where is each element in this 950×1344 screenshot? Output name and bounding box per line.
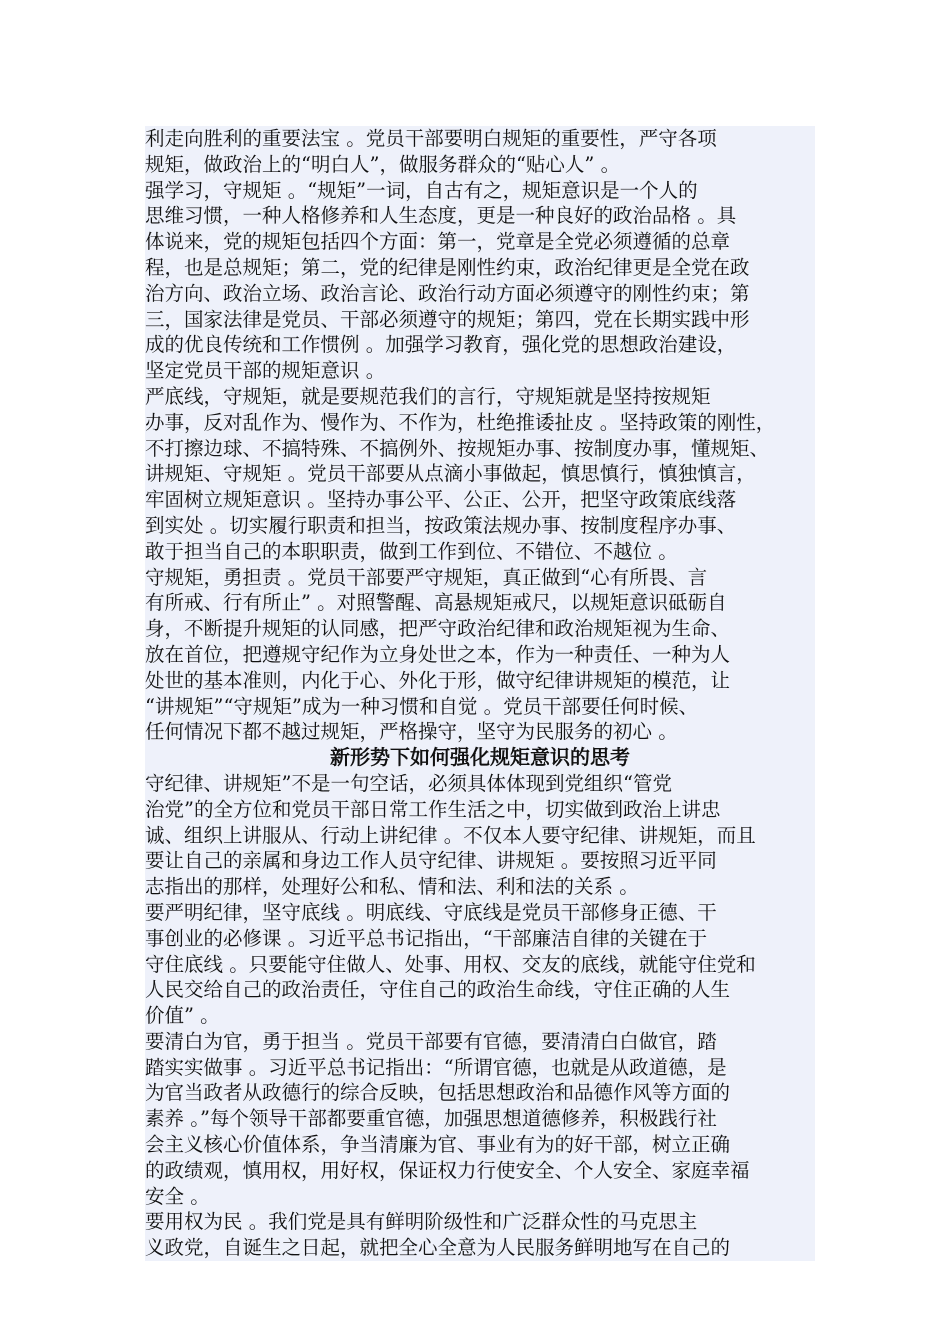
text-line: 守规矩，勇担责 。党员干部要严守规矩，真正做到“心有所畏、言 xyxy=(145,565,815,591)
text-line: 体说来，党的规矩包括四个方面：第一，党章是全党必须遵循的总章 xyxy=(145,229,815,255)
text-line: 要让自己的亲属和身边工作人员守纪律、讲规矩 。要按照习近平同 xyxy=(145,848,815,874)
text-line: 治党”的全方位和党员干部日常工作生活之中，切实做到政治上讲忠 xyxy=(145,797,815,823)
paragraph xyxy=(145,565,815,746)
paragraph xyxy=(145,1209,815,1261)
heading-text: 新形势下如何强化规矩意识的思考 xyxy=(145,745,815,771)
text-line: 思维习惯，一种人格修养和人生态度，更是一种良好的政治品格 。具 xyxy=(145,203,815,229)
text-line: 会主义核心价值体系，争当清廉为官、事业有为的好干部，树立正确 xyxy=(145,1132,815,1158)
text-line: 程，也是总规矩；第二，党的纪律是刚性约束，政治纪律更是全党在政 xyxy=(145,255,815,281)
paragraph xyxy=(145,900,815,1029)
document-page xyxy=(145,126,815,1261)
section-heading xyxy=(145,745,815,771)
text-line: 义政党，自诞生之日起，就把全心全意为人民服务鲜明地写在自己的 xyxy=(145,1235,815,1261)
text-line: 三，国家法律是党员、干部必须遵守的规矩；第四，党在长期实践中形 xyxy=(145,307,815,333)
text-line: 成的优良传统和工作惯例 。加强学习教育，强化党的思想政治建设， xyxy=(145,332,815,358)
text-line: 严底线，守规矩，就是要规范我们的言行，守规矩就是坚持按规矩 xyxy=(145,384,815,410)
text-line: 不打擦边球、不搞特殊、不搞例外、按规矩办事、按制度办事，懂规矩、 xyxy=(145,436,815,462)
text-line: 守纪律、讲规矩”不是一句空话，必须具体体现到党组织“管党 xyxy=(145,771,815,797)
text-line: 坚定党员干部的规矩意识 。 xyxy=(145,358,815,384)
paragraph xyxy=(145,1029,815,1210)
paragraph xyxy=(145,771,815,900)
text-line: 志指出的那样，处理好公和私、情和法、利和法的关系 。 xyxy=(145,874,815,900)
text-line: 要严明纪律，坚守底线 。明底线、守底线是党员干部修身正德、干 xyxy=(145,900,815,926)
text-line: 强学习，守规矩 。“规矩”一词，自古有之，规矩意识是一个人的 xyxy=(145,178,815,204)
text-line: 安全 。 xyxy=(145,1184,815,1210)
text-line: 办事，反对乱作为、慢作为、不作为，杜绝推诿扯皮 。坚持政策的刚性， xyxy=(145,410,815,436)
text-line: 事创业的必修课 。习近平总书记指出，“干部廉洁自律的关键在于 xyxy=(145,926,815,952)
text-line: “讲规矩”“守规矩”成为一种习惯和自觉 。党员干部要任何时候、 xyxy=(145,694,815,720)
text-line: 处世的基本准则，内化于心、外化于形，做守纪律讲规矩的模范，让 xyxy=(145,668,815,694)
text-line: 规矩，做政治上的“明白人”，做服务群众的“贴心人” 。 xyxy=(145,152,815,178)
text-line: 价值” 。 xyxy=(145,1003,815,1029)
text-line: 讲规矩、守规矩 。党员干部要从点滴小事做起，慎思慎行，慎独慎言， xyxy=(145,461,815,487)
text-line: 要清白为官，勇于担当 。党员干部要有官德，要清清白白做官，踏 xyxy=(145,1029,815,1055)
text-line: 任何情况下都不越过规矩，严格操守，坚守为民服务的初心 。 xyxy=(145,719,815,745)
text-line: 素养 。”每个领导干部都要重官德，加强思想道德修养，积极践行社 xyxy=(145,1106,815,1132)
text-line: 守住底线 。只要能守住做人、处事、用权、交友的底线，就能守住党和 xyxy=(145,952,815,978)
text-line: 的政绩观，慎用权，用好权，保证权力行使安全、个人安全、家庭幸福 xyxy=(145,1158,815,1184)
text-line: 到实处 。切实履行职责和担当，按政策法规办事、按制度程序办事、 xyxy=(145,513,815,539)
text-line: 身，不断提升规矩的认同感，把严守政治纪律和政治规矩视为生命、 xyxy=(145,616,815,642)
text-line: 利走向胜利的重要法宝 。党员干部要明白规矩的重要性，严守各项 xyxy=(145,126,815,152)
text-line: 放在首位，把遵规守纪作为立身处世之本，作为一种责任、一种为人 xyxy=(145,642,815,668)
text-line: 有所戒、行有所止” 。对照警醒、高悬规矩戒尺，以规矩意识砥砺自 xyxy=(145,590,815,616)
text-line: 诚、组织上讲服从、行动上讲纪律 。不仅本人要守纪律、讲规矩，而且 xyxy=(145,823,815,849)
paragraph xyxy=(145,178,815,384)
text-line: 踏实实做事 。习近平总书记指出：“所谓官德，也就是从政道德，是 xyxy=(145,1055,815,1081)
text-line: 人民交给自己的政治责任，守住自己的政治生命线，守住正确的人生 xyxy=(145,977,815,1003)
text-line: 牢固树立规矩意识 。坚持办事公平、公正、公开，把坚守政策底线落 xyxy=(145,487,815,513)
text-line: 要用权为民 。我们党是具有鲜明阶级性和广泛群众性的马克思主 xyxy=(145,1209,815,1235)
paragraph xyxy=(145,126,815,178)
paragraph xyxy=(145,384,815,565)
text-line: 敢于担当自己的本职职责，做到工作到位、不错位、不越位 。 xyxy=(145,539,815,565)
text-line: 为官当政者从政德行的综合反映，包括思想政治和品德作风等方面的 xyxy=(145,1080,815,1106)
text-line: 治方向、政治立场、政治言论、政治行动方面必须遵守的刚性约束；第 xyxy=(145,281,815,307)
